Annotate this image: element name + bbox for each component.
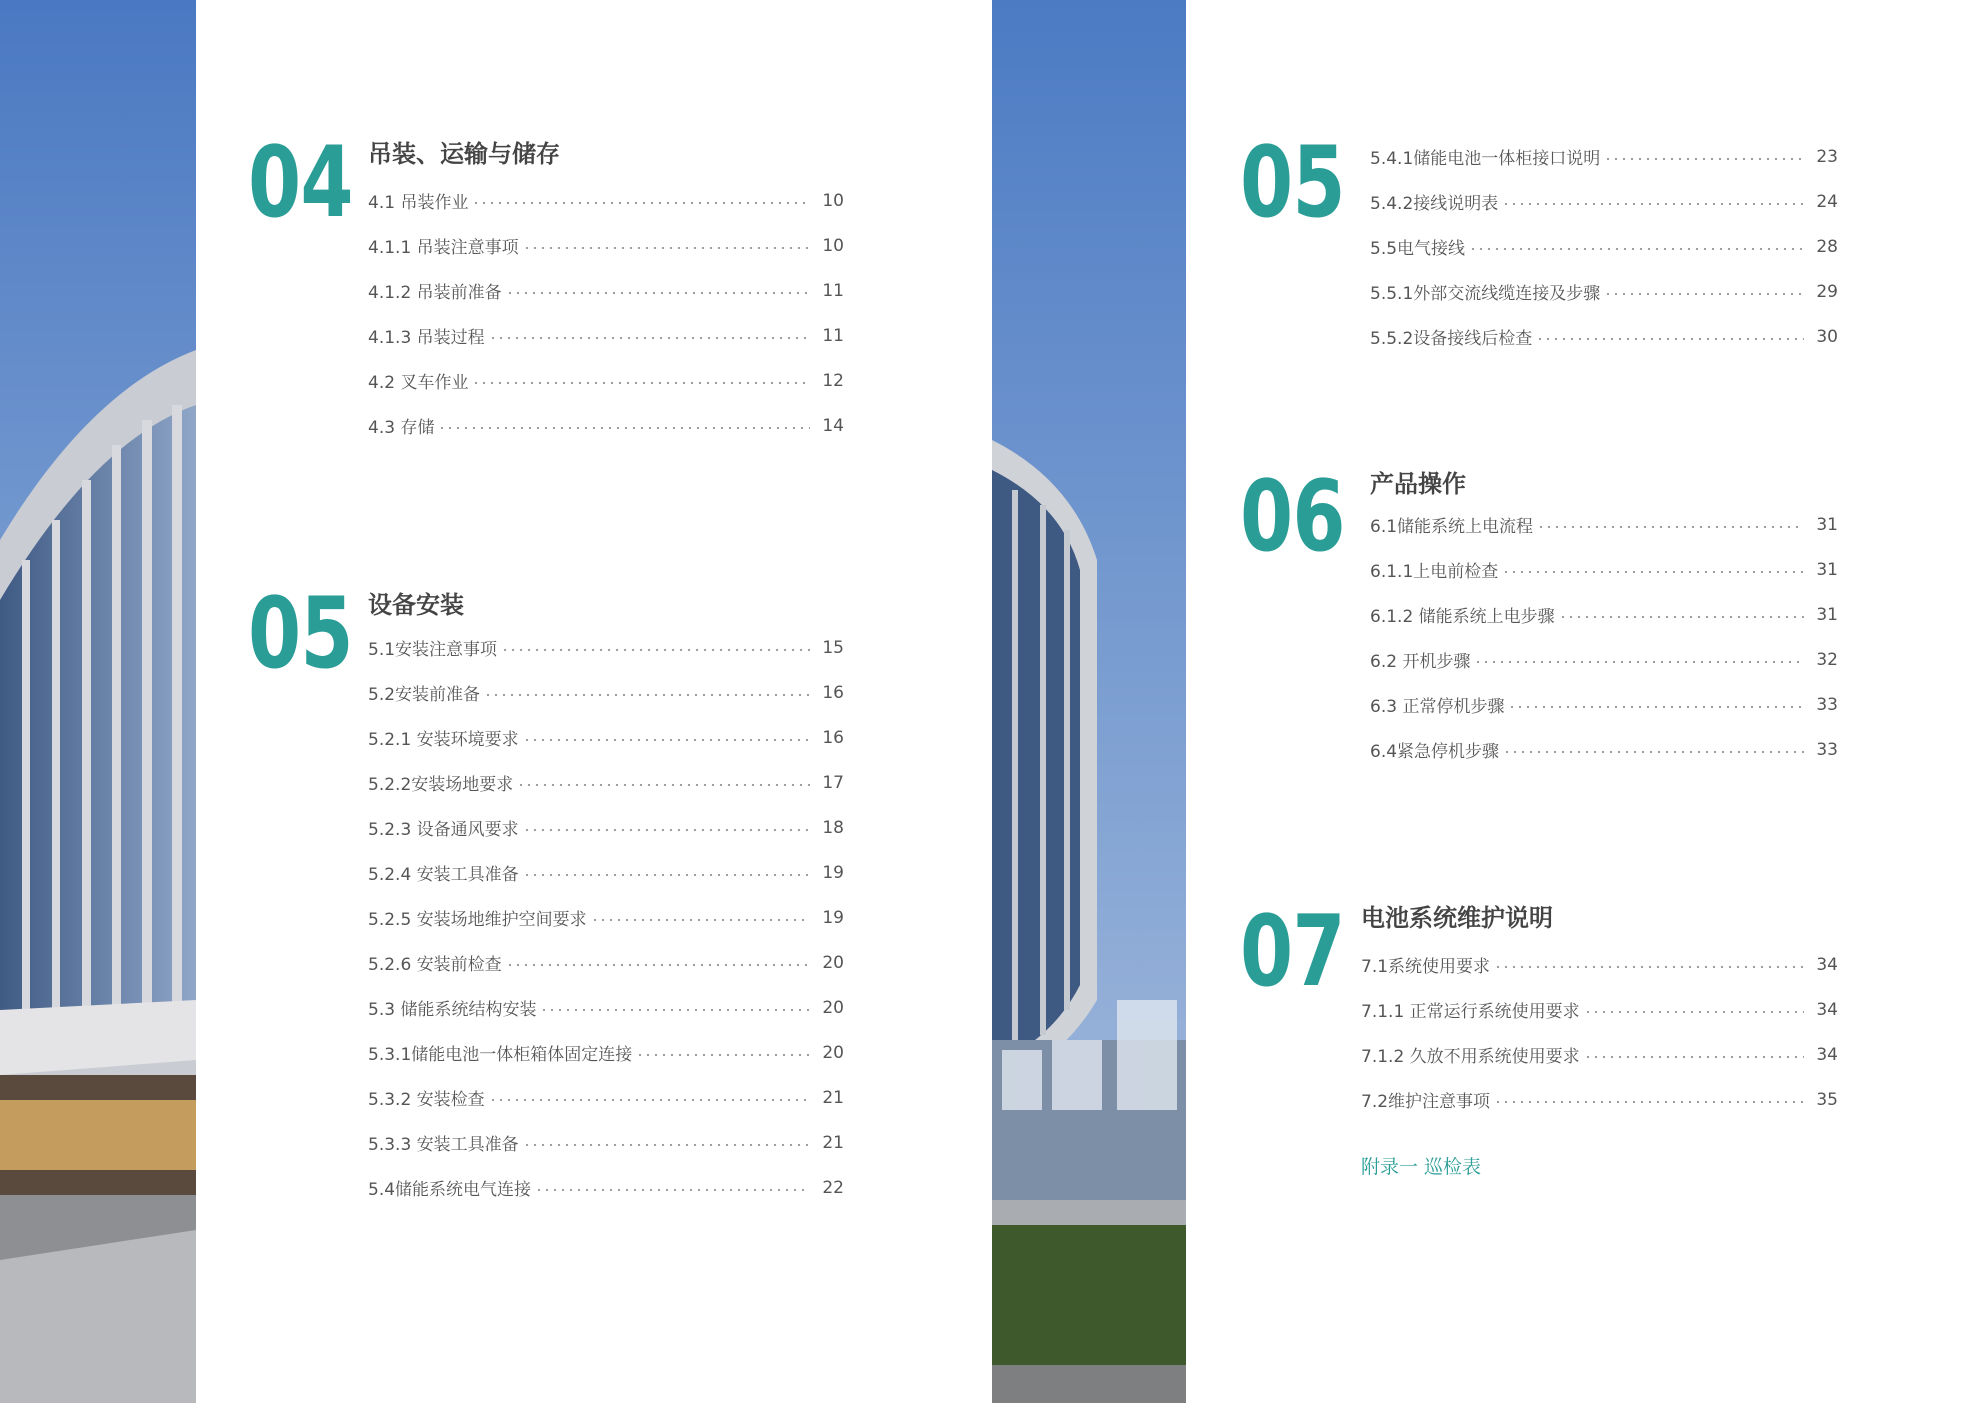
toc-entry[interactable]: [368, 1075, 844, 1120]
toc-entry-page: 11: [822, 325, 844, 346]
toc-entry-page: 10: [822, 235, 844, 256]
toc-entry-label: 6.2 开机步骤: [1370, 652, 1471, 672]
toc-leader-dots: [472, 202, 810, 204]
toc-entry-page: 15: [822, 637, 844, 658]
toc-entry[interactable]: [368, 625, 844, 670]
toc-entry[interactable]: [368, 403, 844, 448]
toc-entry-label: 4.3 存储: [368, 418, 435, 438]
toc-entry-label: 7.1系统使用要求: [1361, 957, 1491, 977]
toc-leader-dots: [1584, 1011, 1804, 1013]
toc-entry-label: 4.1.1 吊装注意事项: [368, 238, 519, 258]
toc-entry[interactable]: [1370, 502, 1838, 547]
toc-entry[interactable]: [1370, 727, 1838, 772]
toc-leader-dots: [540, 1009, 810, 1011]
section-number: 05: [1240, 126, 1345, 240]
toc-list: [1361, 942, 1838, 1122]
toc-entry-label: 5.4.1储能电池一体柜接口说明: [1370, 149, 1601, 169]
building-photo-left: [0, 0, 196, 1403]
toc-entry-page: 29: [1816, 281, 1838, 302]
toc-entry[interactable]: [368, 985, 844, 1030]
toc-entry[interactable]: [368, 178, 844, 223]
toc-entry-page: 31: [1816, 514, 1838, 535]
toc-entry[interactable]: [368, 895, 844, 940]
toc-entry[interactable]: [1361, 1032, 1838, 1077]
toc-entry-page: 12: [822, 370, 844, 391]
toc-entry[interactable]: [1370, 224, 1838, 269]
building-photo-middle-image: [992, 0, 1186, 1403]
toc-leader-dots: [484, 694, 810, 696]
toc-leader-dots: [1604, 158, 1804, 160]
toc-entry-page: 31: [1816, 604, 1838, 625]
toc-leader-dots: [1536, 338, 1804, 340]
toc-leader-dots: [523, 247, 810, 249]
toc-entry-label: 4.2 叉车作业: [368, 373, 469, 393]
toc-leader-dots: [535, 1189, 810, 1191]
toc-entry[interactable]: [1370, 314, 1838, 359]
toc-entry[interactable]: [368, 850, 844, 895]
toc-entry[interactable]: [1370, 179, 1838, 224]
toc-entry[interactable]: [368, 268, 844, 313]
toc-entry-label: 5.2.2安装场地要求: [368, 775, 514, 795]
toc-entry-label: 7.2维护注意事项: [1361, 1092, 1491, 1112]
toc-entry[interactable]: [368, 1120, 844, 1165]
toc-entry-page: 20: [822, 997, 844, 1018]
appendix-link[interactable]: 附录一 巡检表: [1361, 1156, 1482, 1178]
toc-entry-page: 21: [822, 1087, 844, 1108]
toc-section-06: [1240, 460, 1840, 788]
section-title: 吊装、运输与储存: [368, 140, 560, 168]
section-title: 产品操作: [1370, 470, 1466, 498]
toc-entry[interactable]: [368, 670, 844, 715]
section-number: 07: [1240, 895, 1345, 1009]
toc-leader-dots: [1604, 293, 1804, 295]
building-photo-left-image: [0, 0, 196, 1403]
toc-entry-label: 6.4紧急停机步骤: [1370, 742, 1500, 762]
toc-entry[interactable]: [1370, 637, 1838, 682]
toc-entry-label: 5.3 储能系统结构安装: [368, 1000, 537, 1020]
toc-entry-label: 5.2.1 安装环境要求: [368, 730, 519, 750]
toc-leader-dots: [1559, 616, 1804, 618]
toc-entry-page: 16: [822, 682, 844, 703]
toc-section-05-continued: [1240, 126, 1840, 374]
toc-entry[interactable]: [1370, 269, 1838, 314]
toc-section-07: [1240, 895, 1840, 1143]
toc-entry-page: 17: [822, 772, 844, 793]
toc-entry-label: 5.2.4 安装工具准备: [368, 865, 519, 885]
toc-entry-label: 5.2安装前准备: [368, 685, 481, 705]
toc-entry-label: 5.4储能系统电气连接: [368, 1180, 532, 1200]
toc-leader-dots: [506, 292, 810, 294]
toc-entry-label: 4.1.2 吊装前准备: [368, 283, 502, 303]
toc-entry[interactable]: [1361, 942, 1838, 987]
toc-entry-page: 19: [822, 907, 844, 928]
toc-entry[interactable]: [1370, 134, 1838, 179]
toc-entry[interactable]: [368, 1030, 844, 1075]
toc-section-05: [248, 577, 848, 1225]
toc-leader-dots: [489, 1099, 810, 1101]
toc-entry-label: 5.5.2设备接线后检查: [1370, 329, 1533, 349]
toc-entry-label: 6.1储能系统上电流程: [1370, 517, 1534, 537]
toc-leader-dots: [1469, 248, 1804, 250]
toc-entry-page: 31: [1816, 559, 1838, 580]
toc-list: [368, 178, 844, 448]
toc-entry-page: 18: [822, 817, 844, 838]
toc-entry-label: 6.3 正常停机步骤: [1370, 697, 1505, 717]
toc-entry-label: 5.4.2接线说明表: [1370, 194, 1499, 214]
toc-leader-dots: [506, 964, 810, 966]
section-title: 设备安装: [368, 591, 464, 619]
toc-entry-page: 10: [822, 190, 844, 211]
toc-entry[interactable]: [368, 760, 844, 805]
toc-entry-label: 5.3.1储能电池一体柜箱体固定连接: [368, 1045, 633, 1065]
toc-leader-dots: [1503, 751, 1804, 753]
toc-list: [1370, 134, 1838, 359]
toc-leader-dots: [438, 427, 810, 429]
toc-leader-dots: [501, 649, 810, 651]
toc-section-04: [248, 126, 848, 454]
toc-entry[interactable]: [368, 1165, 844, 1210]
toc-leader-dots: [591, 919, 810, 921]
toc-leader-dots: [472, 382, 810, 384]
toc-entry-label: 5.3.3 安装工具准备: [368, 1135, 519, 1155]
section-number: 06: [1240, 460, 1345, 574]
toc-leader-dots: [517, 784, 810, 786]
toc-entry[interactable]: [1370, 592, 1838, 637]
toc-entry-label: 7.1.1 正常运行系统使用要求: [1361, 1002, 1580, 1022]
toc-entry-page: 20: [822, 952, 844, 973]
toc-leader-dots: [523, 739, 810, 741]
section-title: 电池系统维护说明: [1361, 904, 1553, 932]
toc-leader-dots: [1537, 526, 1804, 528]
toc-entry-page: 34: [1816, 954, 1838, 975]
toc-entry[interactable]: [1370, 547, 1838, 592]
toc-entry[interactable]: [368, 715, 844, 760]
toc-entry-page: 28: [1816, 236, 1838, 257]
toc-leader-dots: [489, 337, 810, 339]
toc-entry-label: 6.1.2 储能系统上电步骤: [1370, 607, 1555, 627]
toc-entry-page: 16: [822, 727, 844, 748]
toc-leader-dots: [523, 829, 810, 831]
toc-leader-dots: [1494, 1101, 1804, 1103]
toc-leader-dots: [1508, 706, 1804, 708]
toc-entry-page: 20: [822, 1042, 844, 1063]
toc-leader-dots: [636, 1054, 810, 1056]
toc-entry-label: 6.1.1上电前检查: [1370, 562, 1499, 582]
toc-entry-label: 5.3.2 安装检查: [368, 1090, 485, 1110]
toc-entry-label: 5.5.1外部交流线缆连接及步骤: [1370, 284, 1601, 304]
toc-entry[interactable]: [368, 940, 844, 985]
toc-list: [368, 625, 844, 1210]
toc-leader-dots: [523, 874, 810, 876]
toc-entry-page: 14: [822, 415, 844, 436]
toc-entry-page: 30: [1816, 326, 1838, 347]
toc-entry-page: 19: [822, 862, 844, 883]
toc-entry-page: 33: [1816, 694, 1838, 715]
toc-entry-label: 5.5电气接线: [1370, 239, 1466, 259]
toc-entry-label: 4.1.3 吊装过程: [368, 328, 485, 348]
toc-leader-dots: [1584, 1056, 1804, 1058]
toc-entry-page: 24: [1816, 191, 1838, 212]
building-photo-middle: [992, 0, 1186, 1403]
toc-leader-dots: [1494, 966, 1804, 968]
toc-entry[interactable]: [1370, 682, 1838, 727]
toc-entry-page: 11: [822, 280, 844, 301]
toc-entry-page: 22: [822, 1177, 844, 1198]
toc-list: [1370, 502, 1838, 772]
toc-leader-dots: [1474, 661, 1804, 663]
toc-entry[interactable]: [368, 358, 844, 403]
toc-entry-label: 4.1 吊装作业: [368, 193, 469, 213]
toc-entry-label: 5.2.3 设备通风要求: [368, 820, 519, 840]
toc-entry[interactable]: [1361, 987, 1838, 1032]
toc-entry-label: 5.1安装注意事项: [368, 640, 498, 660]
section-number: 04: [248, 126, 353, 240]
toc-entry[interactable]: [368, 223, 844, 268]
toc-entry-page: 34: [1816, 999, 1838, 1020]
toc-entry-page: 33: [1816, 739, 1838, 760]
toc-entry-label: 5.2.5 安装场地维护空间要求: [368, 910, 587, 930]
toc-entry-label: 5.2.6 安装前检查: [368, 955, 502, 975]
toc-leader-dots: [523, 1144, 810, 1146]
toc-entry-page: 34: [1816, 1044, 1838, 1065]
toc-entry-page: 35: [1816, 1089, 1838, 1110]
toc-leader-dots: [1502, 203, 1804, 205]
toc-entry-page: 21: [822, 1132, 844, 1153]
toc-entry[interactable]: [1361, 1077, 1838, 1122]
toc-entry-label: 7.1.2 久放不用系统使用要求: [1361, 1047, 1580, 1067]
toc-leader-dots: [1502, 571, 1804, 573]
toc-entry[interactable]: [368, 805, 844, 850]
section-number: 05: [248, 577, 353, 691]
toc-entry[interactable]: [368, 313, 844, 358]
toc-entry-page: 32: [1816, 649, 1838, 670]
toc-entry-page: 23: [1816, 146, 1838, 167]
